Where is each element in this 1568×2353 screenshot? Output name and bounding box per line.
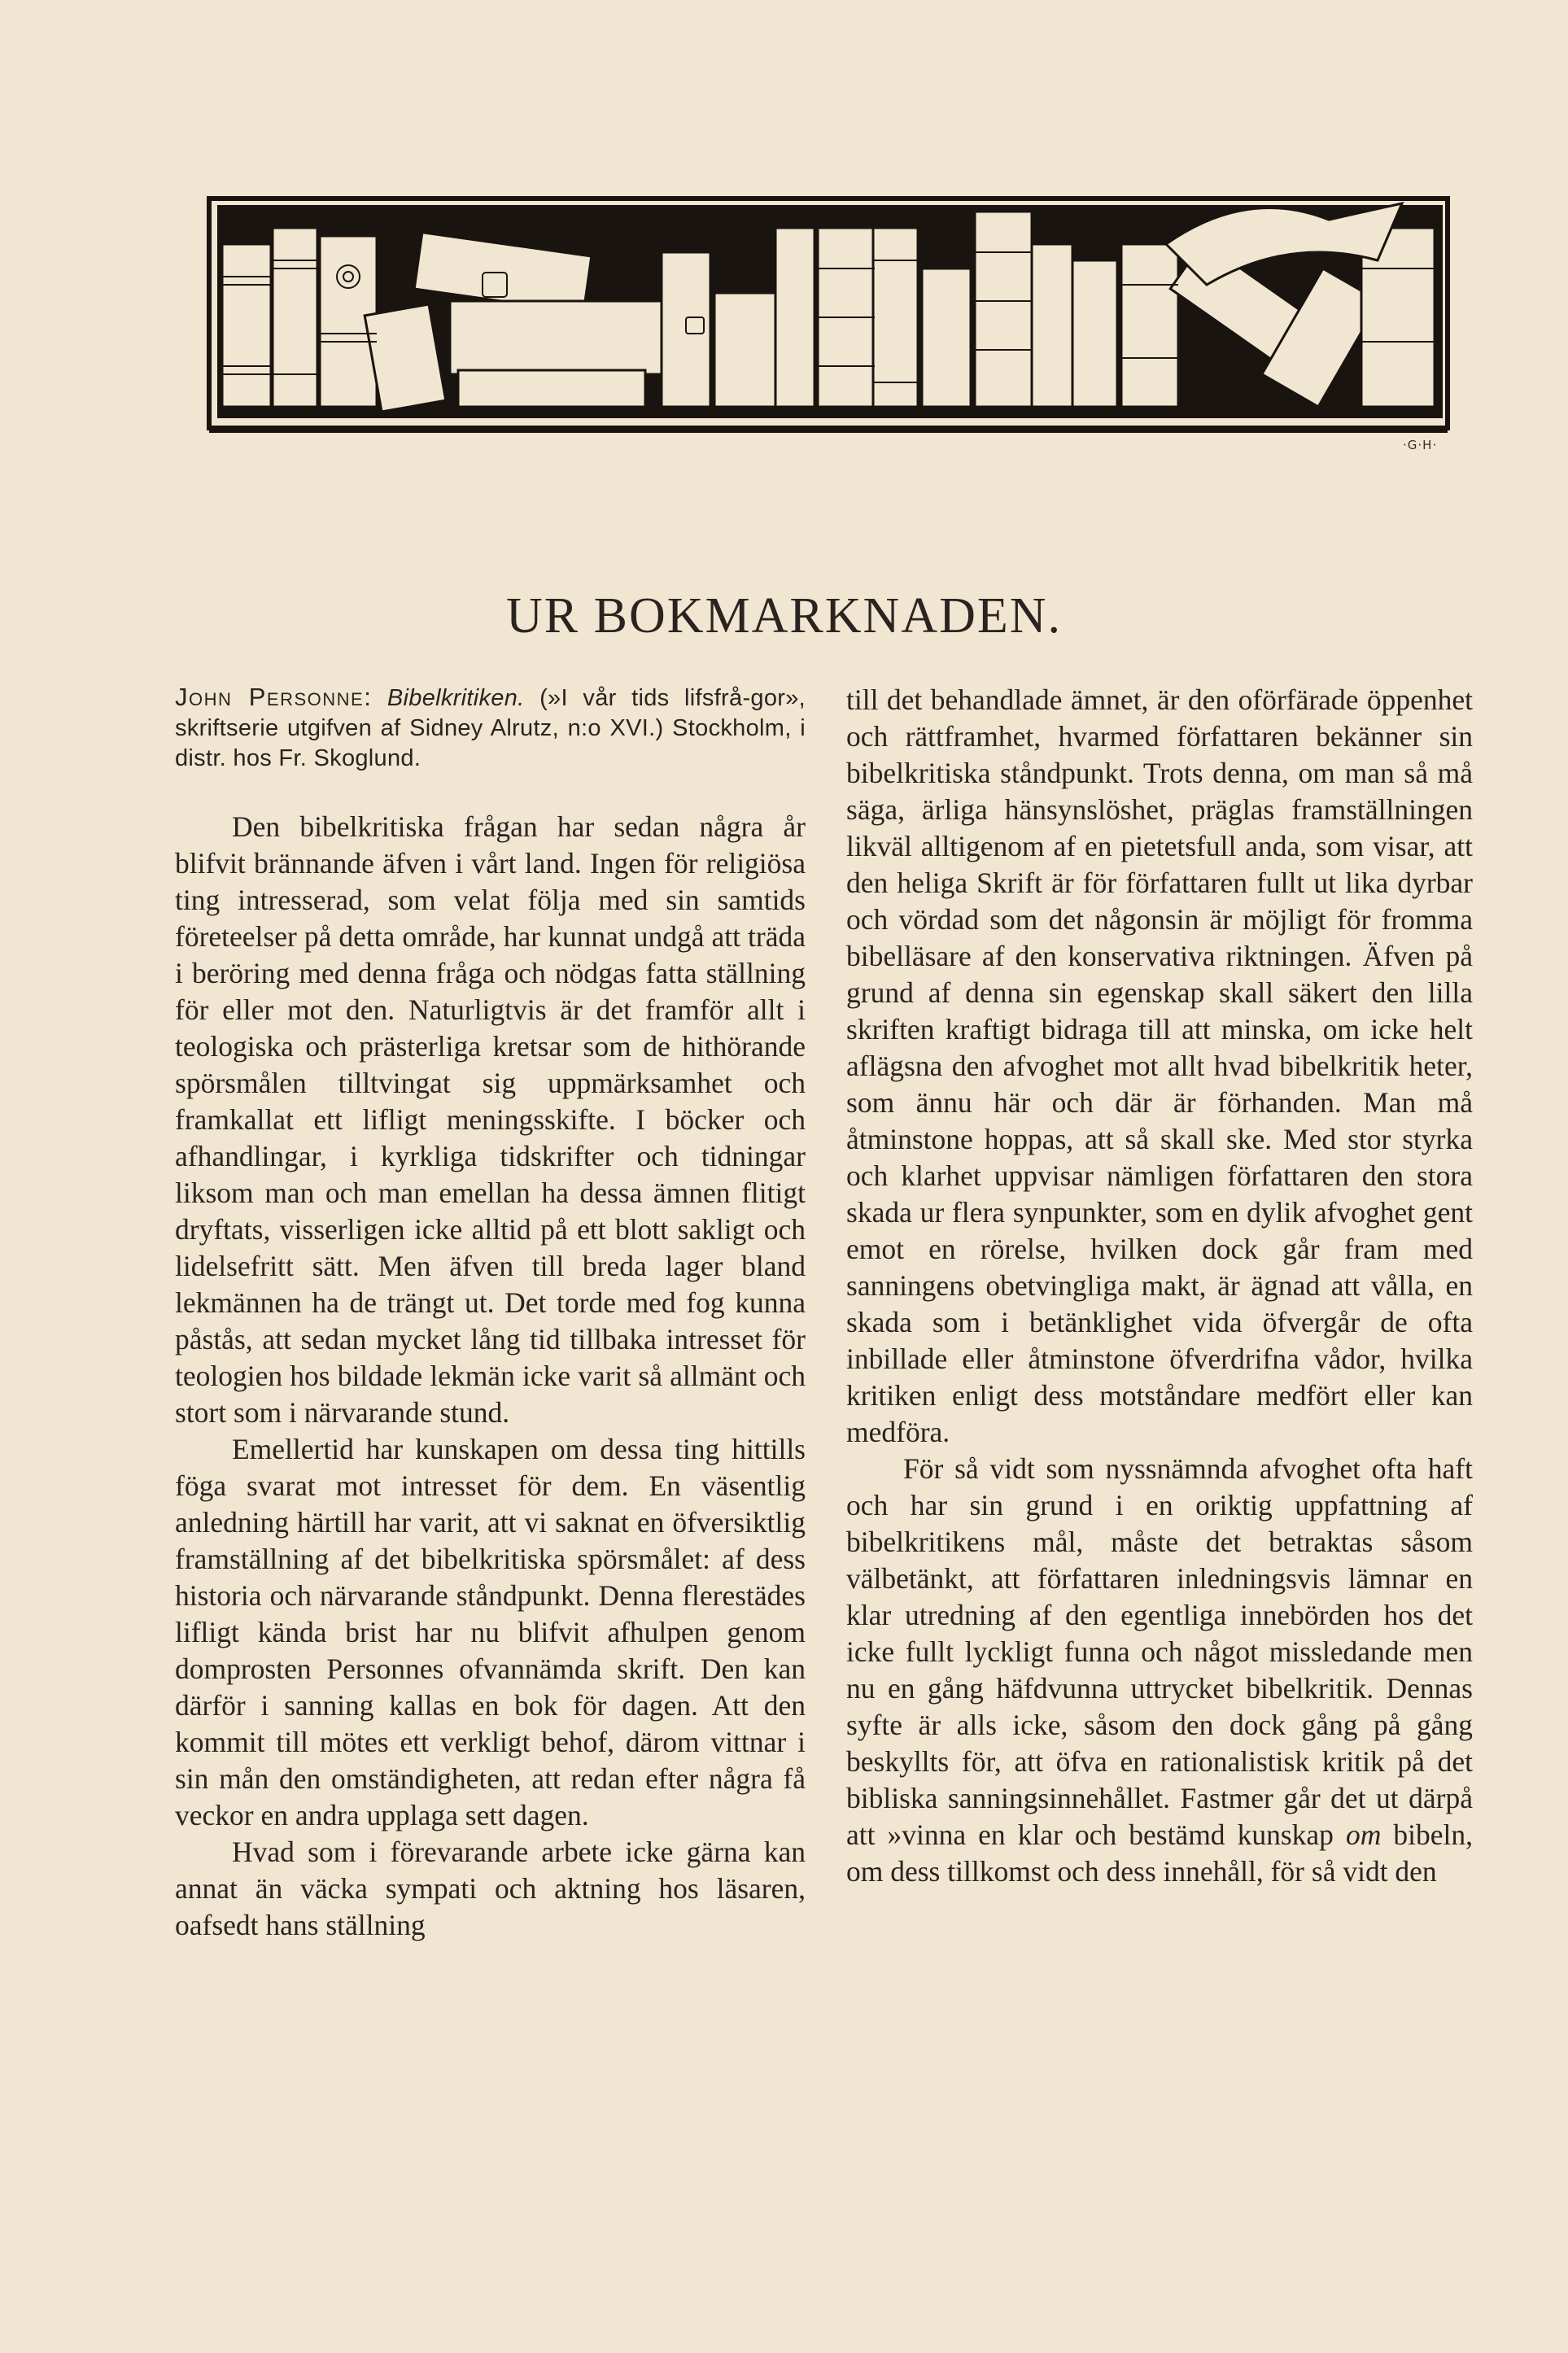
paragraph-text: För så vidt som nyssnämnda afvoghet ofta haft och har sin grund i en oriktig uppfattning af bibelkritikens mål, måste det betraktas såsom välbetänkt, att författaren inledningsvis lämnar en klar utredning af den egentliga innebörden hos det icke fullt lyckligt funna och något missledande men nu en gång häfdvunna uttrycket bibelkritik. Dennas syfte är alls icke, såsom den dock gång på gång beskyllts för, att öfva en rationalistisk kritik på det bibliska sanningsinnehållet. Fastmer går det ut därpå att »vinna en klar och bestämd kunskap [846, 1452, 1473, 1851]
paragraph [846, 1451, 1473, 1890]
paragraph-text: bibeln, om dess tillkomst och dess innehåll, för så vidt den [846, 1818, 1474, 1888]
paragraph: till det behandlade ämnet, är den oförfärade öppenhet och rättframhet, hvarmed författaren bekänner sin bibelkritiska ståndpunkt. Trots denna, om man så må säga, ärliga hänsynslöshet, präglas framställningen likväl alltigenom af en pietetsfull anda, som visar, att den heliga Skrift är för författaren fullt ut lika dyrbar och vördad som det någonsin är möjligt för fromma bibelläsare af den konservativa riktningen. Äfven på grund af denna sin egenskap skall säkert den lilla skriften kraftigt bidraga till att minska, om icke helt aflägsna den afvoghet mot allt hvad bibelkritik heter, som ännu här och där är förhanden. Man må åtminstone hoppas, att så skall ske. Med stor styrka och klarhet uppvisar nämligen författaren den stora skada ur flera synpunkter, som en dylik afvoghet gent emot en rörelse, hvilken dock går fram med sanningens obetvingliga makt, är ägnad att vålla, en skada som i betänklighet vida öfvergår de ofta inbillade eller åtminstone öfverdrifna vådor, hvilka kritiken enligt dess motståndare medfört eller kan medföra. [846, 683, 1473, 1448]
paragraph: Emellertid har kunskapen om dessa ting hittills föga svarat mot intresset för dem. En väsentlig anledning härtill har varit, att vi saknat en öfversiktlig framställning af det bibelkritiska spörsmålet: af dess historia och närvarande ståndpunkt. Denna flerestädes lifligt kända brist har nu blifvit afhulpen genom domprosten Personnes ofvannämda skrift. Den kan därför i sanning kallas en bok för dagen. Att den kommit till mötes ett verkligt behof, därom vittnar i sin mån den omständigheten, att redan efter några få veckor en andra upplaga sett dagen. [175, 1433, 806, 1831]
review-details: (»I vår tids lifsfrå-gor», skriftserie utgifven af Sidney Alrutz, n:o XVI.) Stockholm, i distr. hos Fr. Skoglund. [175, 685, 806, 771]
paragraph: Hvad som i förevarande arbete icke gärna kan annat än väcka sympati och aktning hos läsaren, oafsedt hans ställning [175, 1836, 806, 1941]
illustrator-signature: ·G·H· [1403, 438, 1438, 452]
review-header [175, 682, 806, 774]
paragraph: Den bibelkritiska frågan har sedan några år blifvit brännande äfven i vårt land. Ingen för religiösa ting intresserad, som velat följa med sin samtids företeelser på detta område, har kunnat undgå att träda i beröring med denna fråga och nödgas fatta ställning för eller mot den. Naturligtvis är det framför allt i teologiska och prästerliga kretsar som de hithörande spörsmålen tilltvingat sig uppmärksamhet och framkallat ett lifligt meningsskifte. I böcker och afhandlingar, i kyrkliga tidskrifter och tidningar liksom man och man emellan ha dessa ämnen flitigt dryftats, visserligen icke alltid på ett blott sakligt och lidelsefritt sätt. Men äfven till breda lager bland lekmännen ha de trängt ut. Det torde med fog kunna påstås, att sedan mycket lång tid tillbaka intresset för teologien hos bildade lekmän icke varit så allmänt och stort som i närvarande stund. [175, 810, 806, 1429]
review-book-title: Bibelkritiken. [387, 685, 525, 711]
emphasis: om [1345, 1818, 1382, 1851]
right-column [846, 682, 1473, 1890]
page-title: UR BOKMARKNADEN. [505, 588, 1063, 644]
review-author: John Personne: [175, 683, 373, 711]
bookshelf-vignette-icon [206, 195, 1451, 439]
left-column [175, 682, 806, 1944]
